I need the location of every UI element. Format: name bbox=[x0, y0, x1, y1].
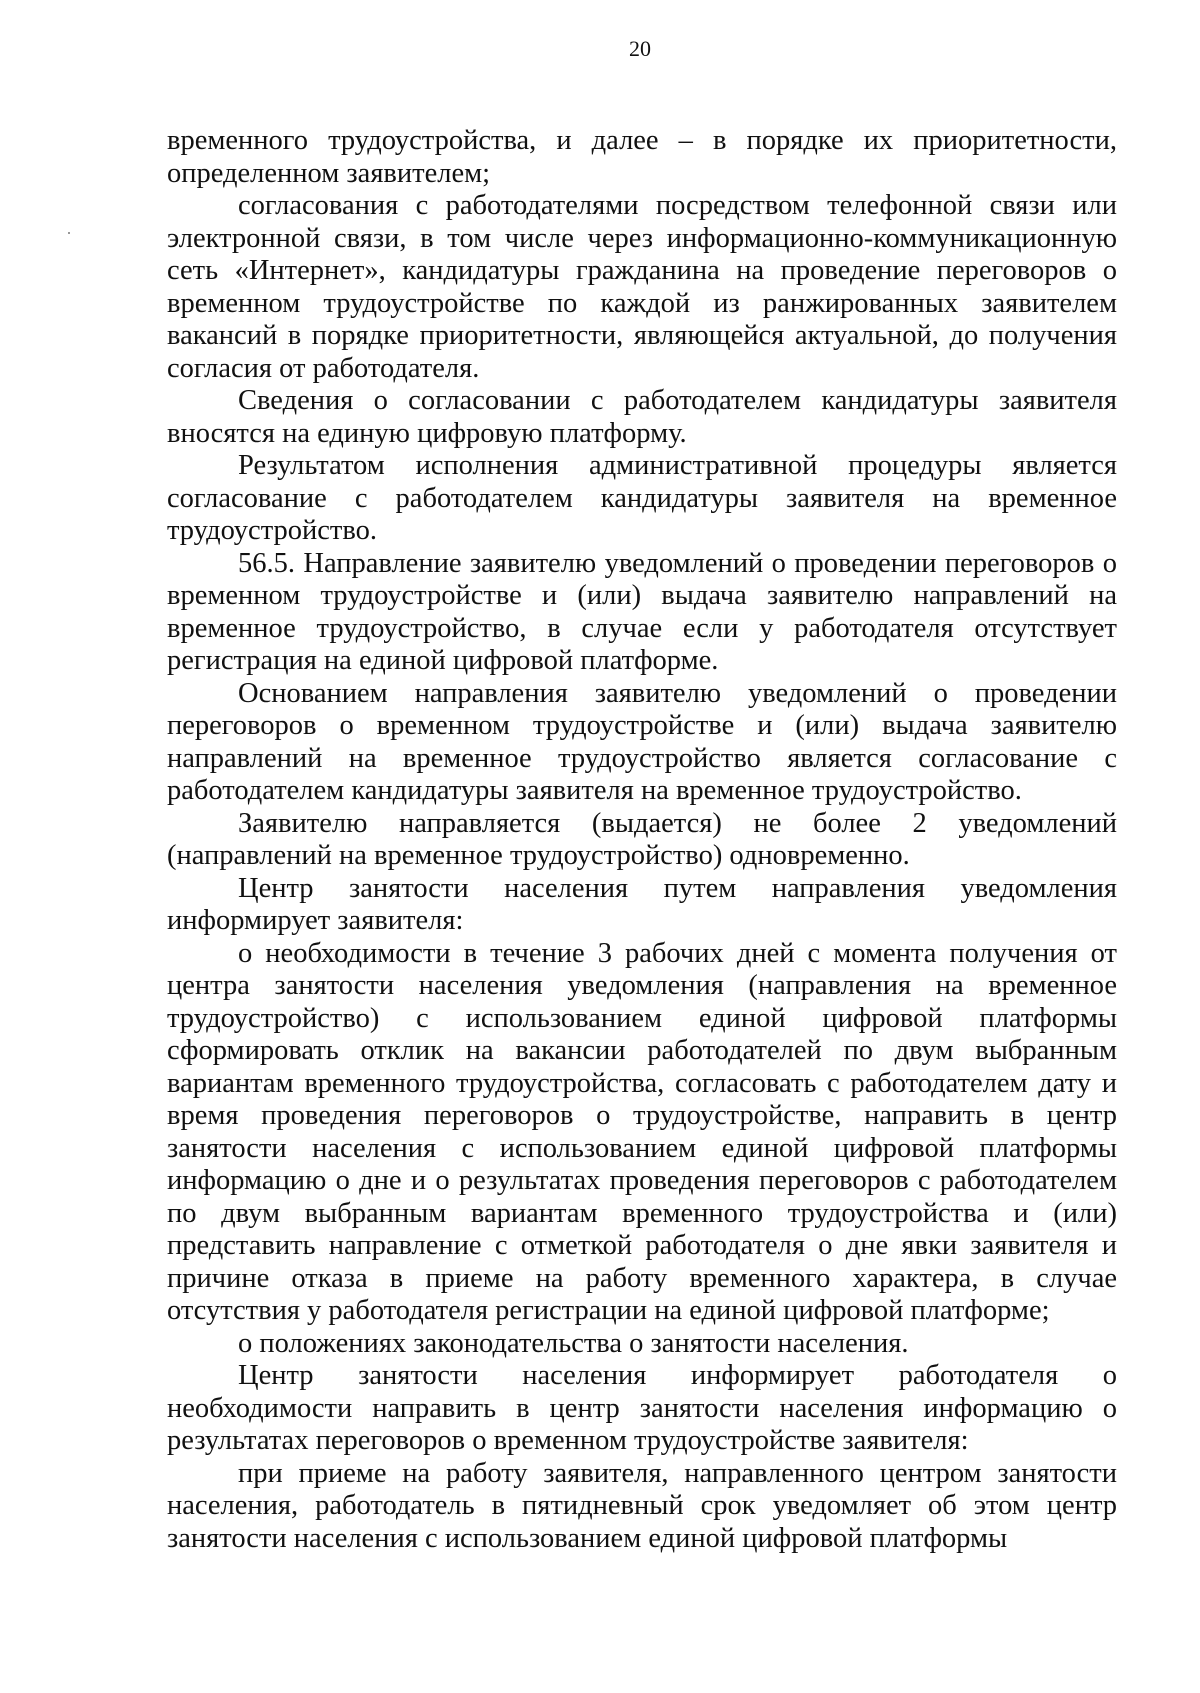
paragraph: Заявителю направляется (выдается) не более 2 уведомлений (направлений на временное трудоустройство) одновременно. bbox=[167, 807, 1117, 871]
scan-speck bbox=[68, 232, 70, 234]
paragraph: о положениях законодательства о занятости населения. bbox=[238, 1327, 909, 1359]
document-body bbox=[167, 125, 1117, 1555]
paragraph: Центр занятости населения путем направления уведомления информирует заявителя: bbox=[167, 872, 1117, 936]
paragraph: 56.5. Направление заявителю уведомлений о проведении переговоров о временном трудоустройстве и (или) выдача заявителю направлений на временное трудоустройство, в случае если у работодателя отсутствует регистрация на единой цифровой платформе. bbox=[167, 547, 1117, 676]
page-number: 20 bbox=[629, 36, 651, 61]
paragraph: согласования с работодателями посредством телефонной связи или электронной связи, в том числе через информационно-коммуникационную сеть «Интернет», кандидатуры гражданина на проведение переговоров о временном трудоустройстве по каждой из ранжированных заявителем вакансий в порядке приоритетности, являющейся актуальной, до получения согласия от работодателя. bbox=[167, 190, 1117, 384]
paragraph: Сведения о согласовании с работодателем кандидатуры заявителя вносятся на единую цифровую платформу. bbox=[167, 385, 1117, 449]
paragraph: Центр занятости населения информирует работодателя о необходимости направить в центр занятости населения информацию о результатах переговоров о временном трудоустройстве заявителя: bbox=[167, 1360, 1117, 1456]
paragraph: Результатом исполнения административной процедуры является согласование с работодателем кандидатуры заявителя на временное трудоустройство. bbox=[167, 450, 1117, 546]
paragraph: при приеме на работу заявителя, направленного центром занятости населения, работодатель в пятидневный срок уведомляет об этом центр занятости населения с использованием единой цифровой платформы bbox=[167, 1457, 1117, 1554]
paragraph: временного трудоустройства, и далее – в порядке их приоритетности, определенном заявителем; bbox=[167, 125, 1117, 189]
paragraph: о необходимости в течение 3 рабочих дней с момента получения от центра занятости населения уведомления (направления на временное трудоустройство) с использованием единой цифровой платформы сформировать отклик на вакансии работодателей по двум выбранным вариантам временного трудоустройства, согласовать с работодателем дату и время проведения переговоров о трудоустройстве, направить в центр занятости населения с использованием единой цифровой платформы информацию о дне и о результатах проведения переговоров с работодателем по двум выбранным вариантам временного трудоустройства и (или) представить направление с отметкой работодателя о дне явки заявителя и причине отказа в приеме на работу временного характера, в случае отсутствия у работодателя регистрации на единой цифровой платформе; bbox=[167, 937, 1117, 1326]
paragraph: Основанием направления заявителю уведомлений о проведении переговоров о временном трудоустройстве и (или) выдача заявителю направлений на временное трудоустройство является согласование с работодателем кандидатуры заявителя на временное трудоустройство. bbox=[167, 677, 1117, 806]
